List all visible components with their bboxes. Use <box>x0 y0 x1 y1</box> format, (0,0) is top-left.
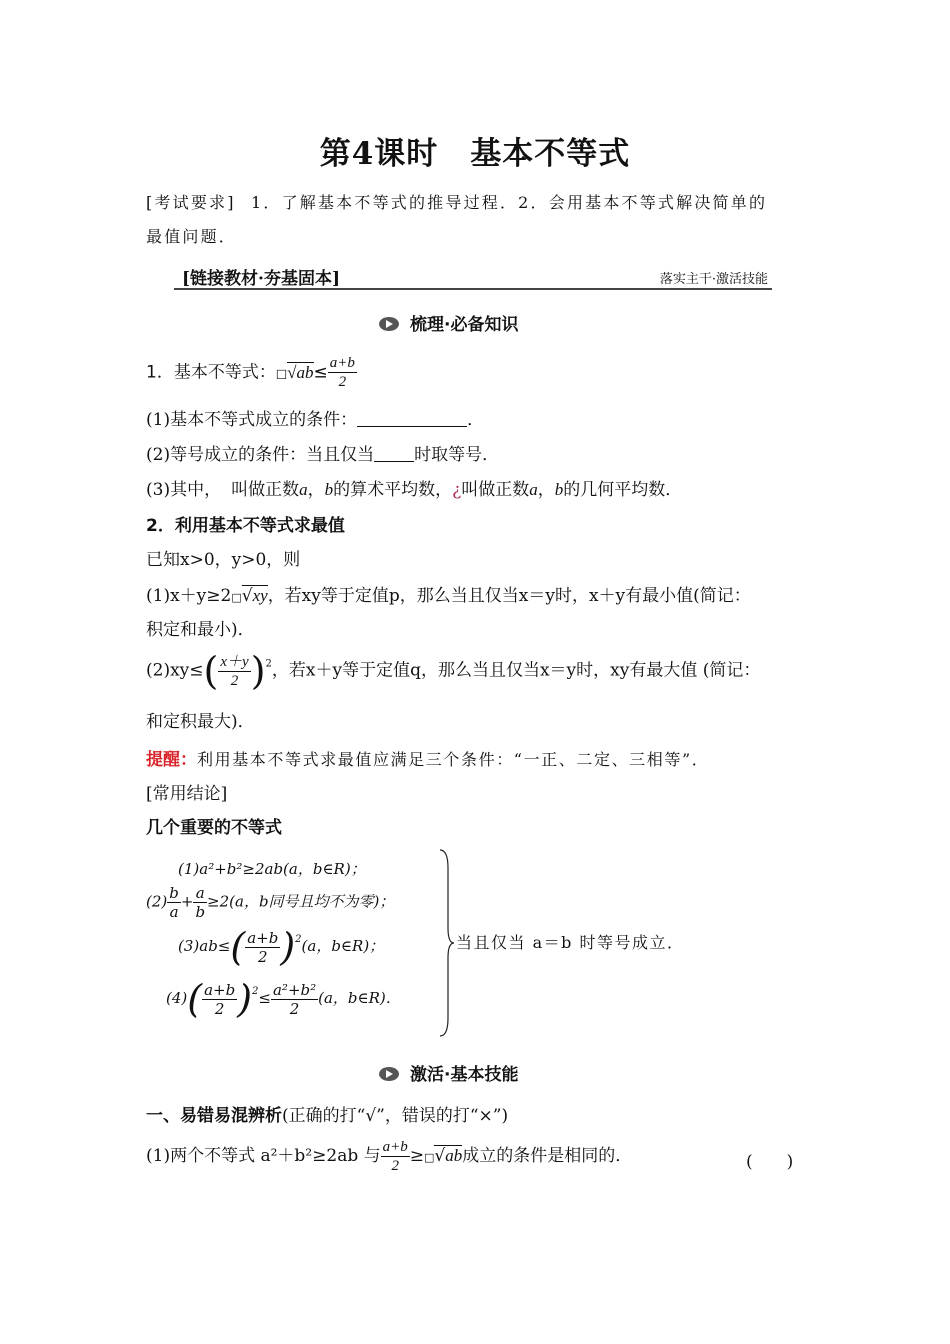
inequality-3: (3)ab≤( $\frac{a+b}{2}$ )$^2$(a，b∈R)； <box>178 925 385 969</box>
q1-text: (1)两个不等式 a²＋b²≥2ab 与 <box>146 1146 381 1166</box>
exam-text-2: 最值问题． <box>146 227 238 246</box>
section-header-2 <box>378 1060 518 1085</box>
q1-answer-paren[interactable]: ( ) <box>746 1152 794 1172</box>
section-header-1 <box>378 310 518 335</box>
knowledge-p3: (3)其中， 叫做正数a，b的算术平均数，¿叫做正数a，b的几何平均数． <box>146 480 683 500</box>
p1-blank <box>357 410 467 427</box>
several-inequalities: 几个重要的不等式 <box>146 818 282 838</box>
p1-text: (1)基本不等式成立的条件： <box>146 410 358 430</box>
knowledge-r2-cont: 和定积最大)． <box>146 712 255 732</box>
knowledge-r1: (1)x＋y≥2□√xy，若xy等于定值p，那么当且仅当x＝y时，x＋y有最小值(简记： <box>146 586 751 606</box>
heading-1-fraction: $\frac{a+b}{2}$ <box>329 355 355 390</box>
p1-end: ． <box>467 410 485 430</box>
exercise-note: (正确的打“√”，错误的打“×”) <box>282 1106 509 1126</box>
q1-root: ab <box>445 1146 463 1165</box>
r1-text: ，若xy等于定值p，那么当且仅当x＝y时，x＋y有最小值(简记： <box>267 586 751 606</box>
knowledge-given: 已知x>0，y>0，则 <box>146 550 301 570</box>
i2-frac-2: $\frac{a}{b}$ <box>195 884 206 921</box>
exam-tag: [考试要求] <box>146 193 236 212</box>
brace-conclusion: 当且仅当 a＝b 时等号成立． <box>456 933 685 952</box>
knowledge-p1 <box>146 408 484 432</box>
right-brace-icon <box>436 848 456 1038</box>
r2-fraction: $\frac{x+y}{2}$ <box>220 653 249 689</box>
section-2-label: 激活·基本技能 <box>410 1065 519 1085</box>
exam-requirements <box>146 190 767 213</box>
tip-text: 利用基本不等式求最值应满足三个条件：“一正、二定、三相等”． <box>197 750 710 769</box>
knowledge-heading-1: 1．基本不等式：□√ab≤ $\frac{a+b}{2}$ <box>146 355 355 390</box>
knowledge-heading-2: 2．利用基本不等式求最值 <box>146 516 345 536</box>
knowledge-r2: (2)xy≤( $\frac{x+y}{2}$ )$^2$，若x＋y等于定值q，那么当且仅当x＝y时，xy有最大值 (简记： <box>146 649 761 693</box>
common-conclusions: [常用结论] <box>146 784 228 804</box>
exercise-q1: (1)两个不等式 a²＋b²≥2ab 与 $\frac{a+b}{2}$ ≥□√ab成立的条件是相同的． <box>146 1139 633 1174</box>
q1-fraction: $\frac{a+b}{2}$ <box>382 1139 408 1174</box>
knowledge-p2 <box>146 443 499 467</box>
page-title: 第4课时 基本不等式 <box>319 136 631 172</box>
play-icon <box>378 316 400 332</box>
r1-prefix: (1)x＋y≥2 <box>146 586 232 606</box>
inequality-1: (1)a²+b²≥2ab(a，b∈R)； <box>178 860 366 878</box>
radical-box-icon: □ <box>275 366 288 381</box>
exercise-title: 一、易错易混辨析 <box>146 1106 282 1126</box>
q1-text-end: 成立的条件是相同的． <box>462 1146 633 1166</box>
i2-frac-1: $\frac{b}{a}$ <box>169 884 179 921</box>
r1-root: xy <box>252 586 268 605</box>
knowledge-r1-cont: 积定和最小)． <box>146 620 255 640</box>
p2-text: (2)等号成立的条件：当且仅当 <box>146 445 375 465</box>
section-banner <box>174 264 772 290</box>
tip <box>146 748 709 772</box>
section-1-label: 梳理·必备知识 <box>410 315 519 335</box>
tip-label: 提醒： <box>146 750 197 770</box>
exam-text-1: 1．了解基本不等式的推导过程．2．会用基本不等式解决简单的 <box>250 193 768 212</box>
i4-fraction-1: $\frac{a+b}{2}$ <box>204 980 236 1018</box>
heading-1-le: ≤ <box>313 362 328 383</box>
r2-prefix: (2)xy≤ <box>146 660 204 681</box>
exercise-heading <box>146 1104 508 1128</box>
banner-left: [链接教材·夯基固本] <box>182 269 341 289</box>
play-icon <box>378 1066 400 1082</box>
banner-right: 落实主干·激活技能 <box>659 272 768 287</box>
garbled-glyph: ¿ <box>452 480 462 500</box>
i3-fraction: $\frac{a+b}{2}$ <box>247 928 279 966</box>
p2-blank <box>374 445 414 462</box>
i4-fraction-2: $\frac{\text{a²+b²}}{2}$ <box>272 980 317 1018</box>
inequality-2: (2) $\frac{b}{a}$ + $\frac{a}{b}$ ≥2(a，b同号且均不为零)； <box>146 884 395 921</box>
r2-text: ，若x＋y等于定值q，那么当且仅当x＝y时，xy有最大值 (简记： <box>271 660 761 681</box>
heading-1-root: ab <box>296 362 314 382</box>
p2-end: 时取等号． <box>414 445 500 465</box>
heading-1-text: 1．基本不等式： <box>146 362 276 383</box>
inequality-4: (4)( $\frac{a+b}{2}$ )$^2$≤ $\frac{\text{a²+b²}}{2}$ (a，b∈R)． <box>166 977 401 1021</box>
